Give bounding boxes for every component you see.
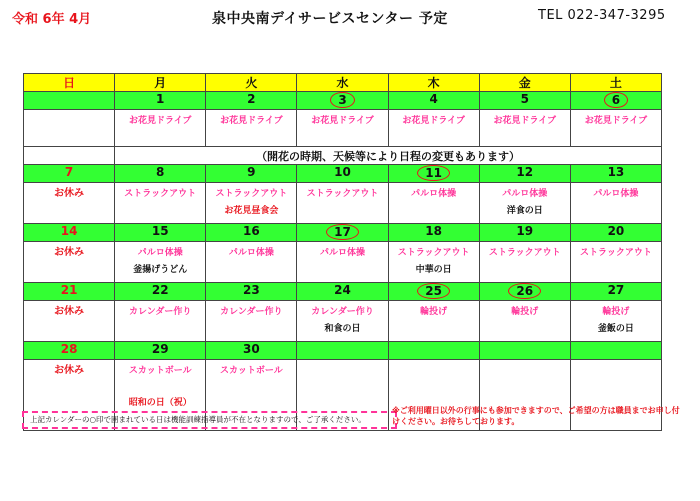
date-cell: 19 — [479, 224, 570, 242]
date-cell: 9 — [206, 165, 297, 183]
event-label: お花見ドライブ — [584, 116, 648, 126]
event-cell — [24, 183, 115, 224]
date-cell: 2 — [206, 92, 297, 110]
event-cell — [24, 110, 115, 147]
event-label: お花見ドライブ — [220, 116, 283, 126]
event-cell — [479, 110, 570, 147]
event-label: パルロ体操 — [593, 189, 639, 199]
event-cell — [570, 242, 661, 283]
event-cell — [479, 301, 570, 342]
event-cell — [297, 301, 388, 342]
event-cell — [570, 183, 661, 224]
event-label: カレンダー作り — [129, 307, 192, 317]
event-label: お花見ドライブ — [402, 116, 465, 126]
event-label: カレンダー作り — [220, 307, 283, 317]
week2-date-row — [24, 165, 662, 183]
closed-label: お休み — [54, 247, 85, 258]
date-cell — [297, 92, 388, 110]
date-circled: 25 — [417, 283, 450, 299]
event-cell — [115, 183, 206, 224]
date-cell: 10 — [297, 165, 388, 183]
meal-label: 釜飯の日 — [597, 324, 634, 334]
date-cell — [570, 342, 661, 360]
header-tel: TEL 022-347-3295 — [538, 8, 666, 23]
header-date: 令和 6年 4月 — [12, 12, 92, 27]
week1-notice-row — [24, 147, 662, 165]
page-title: 泉中央南デイサービスセンター 予定 — [212, 11, 448, 27]
date-cell: 15 — [115, 224, 206, 242]
date-cell: 7 — [24, 165, 115, 183]
event-label: パルロ体操 — [502, 189, 548, 199]
event-label: お花見ドライブ — [493, 116, 556, 126]
week3-date-row — [24, 224, 662, 242]
event-label: お花見ドライブ — [311, 116, 374, 126]
week3-events-row — [24, 242, 662, 283]
date-cell: 16 — [206, 224, 297, 242]
event-cell — [388, 183, 479, 224]
event-label: ストラックアウト — [488, 248, 561, 258]
event-cell — [388, 242, 479, 283]
weekday-mon: 月 — [115, 74, 206, 92]
date-cell: 14 — [24, 224, 115, 242]
event-cell — [479, 183, 570, 224]
date-cell: 28 — [24, 342, 115, 360]
date-circled: 3 — [330, 92, 354, 108]
closed-label: お休み — [54, 365, 85, 376]
event-label: ストラックアウト — [580, 248, 652, 258]
date-cell: 20 — [570, 224, 661, 242]
closed-label: お休み — [54, 306, 85, 317]
date-circled: 26 — [508, 283, 541, 299]
date-cell — [479, 342, 570, 360]
date-cell: 8 — [115, 165, 206, 183]
event-label: 輪投げ — [602, 307, 630, 317]
event-cell — [388, 301, 479, 342]
week2-events-row — [24, 183, 662, 224]
event-label: パルロ体操 — [319, 248, 365, 258]
date-cell — [570, 92, 661, 110]
date-circled: 6 — [604, 92, 628, 108]
event-cell — [206, 110, 297, 147]
footer-note-circle: 上記カレンダーの○印で囲まれている日は機能訓練指導員が不在となりますので、ご了承ください。 — [22, 411, 397, 429]
event-label: ストラックアウト — [124, 189, 197, 199]
date-cell — [388, 165, 479, 183]
date-cell: 4 — [388, 92, 479, 110]
event-label: ストラックアウト — [215, 189, 288, 199]
date-cell: 18 — [388, 224, 479, 242]
date-cell — [297, 224, 388, 242]
weekday-sun: 日 — [24, 74, 115, 92]
event-cell — [479, 242, 570, 283]
week1-date-row — [24, 92, 662, 110]
weekday-thu: 木 — [388, 74, 479, 92]
date-cell: 29 — [115, 342, 206, 360]
event-cell — [115, 301, 206, 342]
event-label: スカットボール — [128, 366, 192, 376]
date-cell — [388, 283, 479, 301]
week5-date-row — [24, 342, 662, 360]
holiday-label: 昭和の日（祝） — [128, 398, 192, 408]
event-label: パルロ体操 — [228, 248, 274, 258]
event-cell — [206, 301, 297, 342]
date-cell — [297, 342, 388, 360]
event-cell — [297, 110, 388, 147]
week4-events-row — [24, 301, 662, 342]
weekday-sat: 土 — [570, 74, 661, 92]
event-cell — [206, 242, 297, 283]
notice-cell — [115, 147, 662, 165]
date-cell: 21 — [24, 283, 115, 301]
event-label: ストラックアウト — [306, 189, 379, 199]
event-label: 輪投げ — [511, 307, 539, 317]
date-circled: 17 — [326, 224, 359, 240]
meal-label: 中華の日 — [415, 265, 452, 275]
date-cell: 24 — [297, 283, 388, 301]
date-cell — [479, 283, 570, 301]
meal-label: お花見昼食会 — [224, 206, 279, 216]
date-cell: 23 — [206, 283, 297, 301]
event-label: お花見ドライブ — [128, 116, 192, 126]
date-cell: 13 — [570, 165, 661, 183]
schedule-notice: （開花の時期、天候等により日程の変更もあります） — [256, 150, 521, 163]
closed-label: お休み — [54, 188, 85, 199]
event-cell — [24, 301, 115, 342]
event-cell — [297, 242, 388, 283]
week4-date-row — [24, 283, 662, 301]
event-cell — [115, 242, 206, 283]
date-cell: 1 — [115, 92, 206, 110]
event-label: パルロ体操 — [137, 248, 183, 258]
weekday-header-row — [24, 74, 662, 92]
event-cell — [570, 110, 661, 147]
event-cell — [388, 110, 479, 147]
event-cell — [206, 183, 297, 224]
event-cell — [297, 183, 388, 224]
date-cell: 5 — [479, 92, 570, 110]
footer-note-participation: ※ご利用曜日以外の行事にも参加できますので、ご希望の方は職員までお申し付けください。お待ちしております。 — [392, 406, 680, 426]
date-cell: 27 — [570, 283, 661, 301]
date-cell: 12 — [479, 165, 570, 183]
date-circled: 11 — [417, 165, 450, 181]
date-cell — [24, 92, 115, 110]
event-label: スカットボール — [219, 366, 283, 376]
event-label: パルロ体操 — [411, 189, 457, 199]
event-cell — [570, 301, 661, 342]
event-cell — [115, 110, 206, 147]
meal-label: 洋食の日 — [506, 206, 543, 216]
date-cell: 22 — [115, 283, 206, 301]
meal-label: 和食の日 — [324, 324, 361, 334]
weekday-wed: 水 — [297, 74, 388, 92]
weekday-fri: 金 — [479, 74, 570, 92]
weekday-tue: 火 — [206, 74, 297, 92]
event-label: カレンダー作り — [311, 307, 374, 317]
calendar-table — [23, 73, 662, 431]
event-label: 輪投げ — [420, 307, 448, 317]
week1-events-row — [24, 110, 662, 147]
event-label: ストラックアウト — [397, 248, 470, 258]
date-cell: 30 — [206, 342, 297, 360]
event-cell — [24, 147, 115, 165]
meal-label: 釜揚げうどん — [133, 265, 188, 275]
date-cell — [388, 342, 479, 360]
event-cell — [24, 242, 115, 283]
